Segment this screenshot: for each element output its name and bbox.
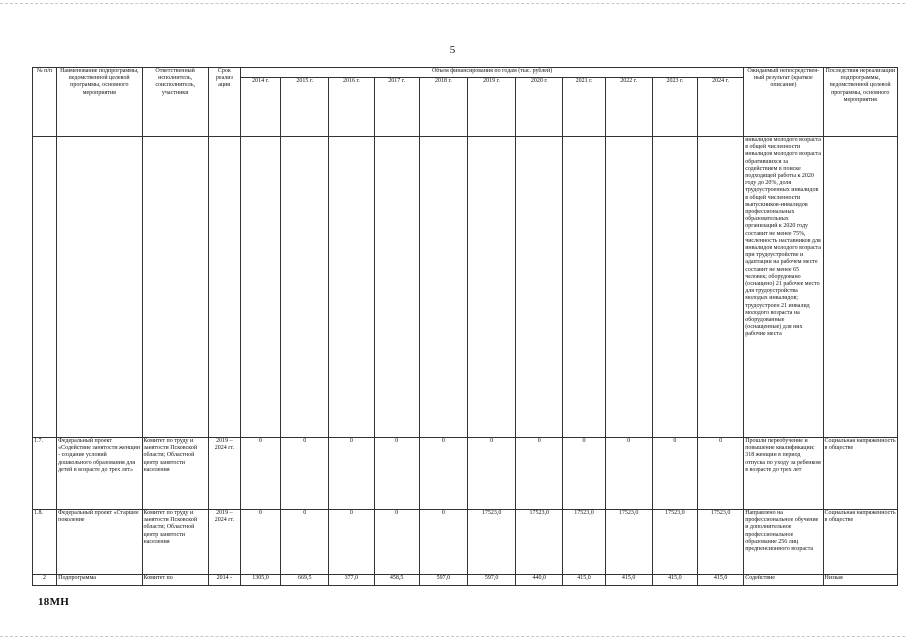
funding-value: 17523,0 xyxy=(605,510,652,575)
header-year: 2017 г. xyxy=(374,78,419,137)
header-year: 2024 г. xyxy=(697,78,743,137)
table-cell xyxy=(208,137,240,438)
funding-value: 0 xyxy=(374,510,419,575)
funding-value: 0 xyxy=(419,510,467,575)
funding-value: 415,0 xyxy=(563,575,605,586)
funding-value: 0 xyxy=(240,438,280,510)
row-consequences: Социальная напряженность в обществе xyxy=(823,438,897,510)
continuation-row xyxy=(33,137,898,438)
funding-value: 0 xyxy=(652,438,697,510)
funding-value: 17523,0 xyxy=(563,510,605,575)
header-name: Наименование подпрограммы, ведомственной целевой программы, основного мероприятия xyxy=(57,68,142,137)
row-name: Федеральный проект «Содействие занятости женщин - создание условий дошкольного образования для детей в возрасте до трех лет» xyxy=(57,438,142,510)
table-cell xyxy=(467,137,515,438)
funding-value: 377,0 xyxy=(329,575,374,586)
header-funding-group: Объем финансирования по годам (тыс. рублей) xyxy=(240,68,743,78)
funding-value: 458,5 xyxy=(374,575,419,586)
header-year: 2014 г. xyxy=(240,78,280,137)
header-year: 2023 г. xyxy=(652,78,697,137)
row-num: 1.8. xyxy=(33,510,57,575)
row-term: 2019 – 2024 гг. xyxy=(208,510,240,575)
table-cell xyxy=(697,137,743,438)
row-consequences: Социальная напряженность в обществе xyxy=(823,510,897,575)
funding-value: 0 xyxy=(329,438,374,510)
funding-value: 0 xyxy=(281,438,329,510)
funding-value: 440,0 xyxy=(516,575,563,586)
header-result: Ожидаемый непосредствен-ный результат (краткое описание) xyxy=(744,68,823,137)
table-cell xyxy=(652,137,697,438)
row-result: Направлено на профессиональное обучение и дополнительное профессиональное образование 256 лиц предпенсионного возраста xyxy=(744,510,823,575)
table-row xyxy=(33,438,898,510)
funding-value: 0 xyxy=(281,510,329,575)
table-row xyxy=(33,510,898,575)
funding-value: 597,0 xyxy=(419,575,467,586)
row-result: Содействие xyxy=(744,575,823,586)
row-name: Подпрограмма xyxy=(57,575,142,586)
table-row xyxy=(33,575,898,586)
funding-value: 597,0 xyxy=(467,575,515,586)
table-cell xyxy=(419,137,467,438)
continuation-result-text: инвалидов молодого возраста в общей численности инвалидов молодого возраста обратившихся за содействием в поиске подходящей работы к 2020 году до 20%, доля трудоустроенных инвалидов в общей численности выпускников-инвалидов профессиональных образовательных организаций к 2020 году составит не менее 75%, численность наставников для инвалидов молодого возраста при трудоустройстве и адаптации на рабочем месте составит не менее 65 человек; оборудовано (оснащено) 21 рабочее место для трудоустройства молодых инвалидов; трудоустроен 21 инвалид молодого возраста на оборудованные (оснащенные) для них рабочие места xyxy=(744,137,823,438)
row-num: 1.7. xyxy=(33,438,57,510)
row-consequences: Низкая xyxy=(823,575,897,586)
table-cell xyxy=(281,137,329,438)
funding-value: 17523,0 xyxy=(516,510,563,575)
table-cell xyxy=(329,137,374,438)
funding-value: 415,0 xyxy=(697,575,743,586)
funding-value: 0 xyxy=(467,438,515,510)
funding-value: 17523,0 xyxy=(652,510,697,575)
funding-value: 0 xyxy=(374,438,419,510)
header-consequences: Последствия нереализации подпрограммы, ведомственной целевой программы, основного мероприятия xyxy=(823,68,897,137)
funding-value: 17523,0 xyxy=(697,510,743,575)
header-year: 2021 г. xyxy=(563,78,605,137)
funding-value: 0 xyxy=(697,438,743,510)
page-number: 5 xyxy=(449,44,456,56)
row-responsible: Комитет по xyxy=(142,575,208,586)
footer-code: 18МН xyxy=(38,596,70,608)
header-year: 2018 г. xyxy=(419,78,467,137)
table-cell xyxy=(240,137,280,438)
table-cell xyxy=(563,137,605,438)
row-term: 2014 - xyxy=(208,575,240,586)
row-term: 2019 – 2024 гг. xyxy=(208,438,240,510)
header-year: 2016 г. xyxy=(329,78,374,137)
funding-value: 669,5 xyxy=(281,575,329,586)
funding-value: 415,0 xyxy=(605,575,652,586)
funding-value: 0 xyxy=(240,510,280,575)
row-responsible: Комитет по труду и занятости Псковской области; Областной центр занятости населения xyxy=(142,438,208,510)
header-term: Срок реализ ации xyxy=(208,68,240,137)
row-responsible: Комитет по труду и занятости Псковской области; Областной центр занятости населения xyxy=(142,510,208,575)
funding-value: 0 xyxy=(516,438,563,510)
table-cell xyxy=(33,137,57,438)
row-num: 2 xyxy=(33,575,57,586)
funding-value: 0 xyxy=(605,438,652,510)
header-year: 2019 г. xyxy=(467,78,515,137)
row-result: Прошли переобучение и повышение квалификации: 318 женщин в период отпуска по уходу за ребенком в возрасте до трех лет xyxy=(744,438,823,510)
funding-value: 0 xyxy=(419,438,467,510)
table-cell xyxy=(57,137,142,438)
header-num: № п/п xyxy=(33,68,57,137)
funding-value: 17523,0 xyxy=(467,510,515,575)
scan-border-top xyxy=(0,3,905,4)
header-year: 2015 г. xyxy=(281,78,329,137)
row-name: Федеральный проект «Старшее поколение xyxy=(57,510,142,575)
funding-value: 0 xyxy=(563,438,605,510)
table-cell xyxy=(605,137,652,438)
table-cell xyxy=(823,137,897,438)
scan-border-bottom xyxy=(0,636,905,637)
table-cell xyxy=(142,137,208,438)
header-responsible: Ответственный исполнитель, соисполнитель, участники xyxy=(142,68,208,137)
funding-value: 0 xyxy=(329,510,374,575)
funding-table xyxy=(32,67,898,586)
funding-value: 415,0 xyxy=(652,575,697,586)
header-year: 2022 г. xyxy=(605,78,652,137)
header-year: 2020 г. xyxy=(516,78,563,137)
funding-value: 1305,0 xyxy=(240,575,280,586)
header-row xyxy=(33,68,898,78)
table-cell xyxy=(374,137,419,438)
table-cell xyxy=(516,137,563,438)
